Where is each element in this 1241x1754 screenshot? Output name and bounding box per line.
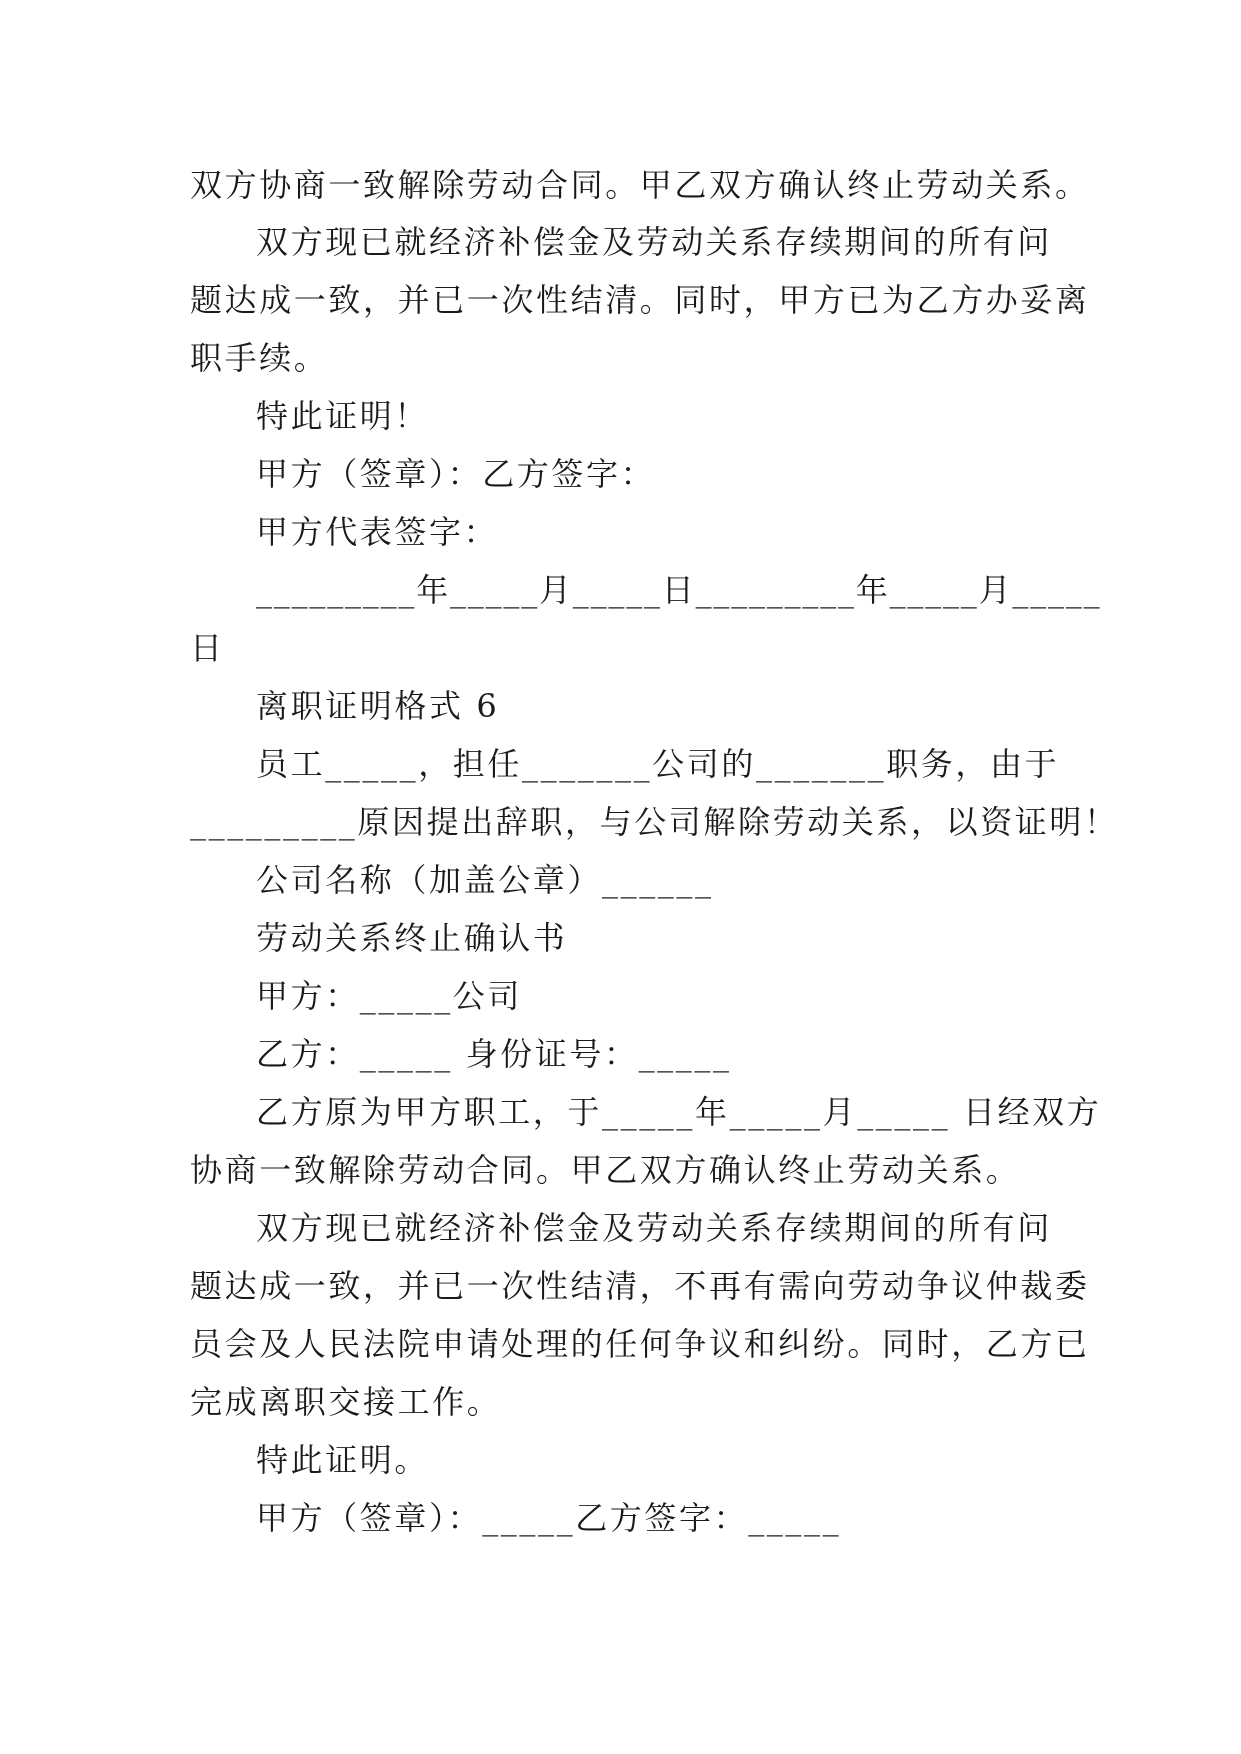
paragraph-line-1: 双方协商一致解除劳动合同。甲乙双方确认终止劳动关系。 <box>190 166 1090 204</box>
signature-line-2: 甲方（签章）：_____乙方签字：_____ <box>256 1499 842 1537</box>
signature-line-1: 甲方（签章）：乙方签字： <box>256 455 656 493</box>
paragraph-line-10: 双方现已就经济补偿金及劳动关系存续期间的所有问 <box>256 1209 1052 1247</box>
representative-signature-line: 甲方代表签字： <box>256 513 499 551</box>
paragraph-line-12: 员会及人民法院申请处理的任何争议和纠纷。同时，乙方已 <box>190 1325 1090 1363</box>
section-heading: 离职证明格式 6 <box>256 687 500 725</box>
company-seal-line: 公司名称（加盖公章）______ <box>256 861 714 899</box>
paragraph-line-9: 协商一致解除劳动合同。甲乙双方确认终止劳动关系。 <box>190 1151 1021 1189</box>
paragraph-line-8: 乙方原为甲方职工，于_____年_____月_____ 日经双方 <box>256 1093 1102 1131</box>
paragraph-line-11: 题达成一致，并已一次性结清，不再有需向劳动争议仲裁委 <box>190 1267 1090 1305</box>
paragraph-line-6: 员工_____，担任_______公司的_______职务，由于 <box>256 745 1060 783</box>
paragraph-line-3: 题达成一致，并已一次性结清。同时，甲方已为乙方办妥离 <box>190 281 1090 319</box>
date-blank-line-end: 日 <box>190 629 225 667</box>
party-b-line: 乙方：_____ 身份证号：_____ <box>256 1035 732 1073</box>
party-a-line: 甲方：_____公司 <box>256 977 523 1015</box>
paragraph-line-2: 双方现已就经济补偿金及劳动关系存续期间的所有问 <box>256 223 1052 261</box>
section-title: 劳动关系终止确认书 <box>256 919 568 957</box>
paragraph-line-4: 职手续。 <box>190 339 329 377</box>
paragraph-line-7: _________原因提出辞职，与公司解除劳动关系，以资证明！ <box>190 803 1119 841</box>
closing-line: 特此证明。 <box>256 1441 430 1479</box>
paragraph-line-5: 特此证明！ <box>256 397 430 435</box>
date-blank-line: _________年_____月_____日_________年_____月_____ <box>256 571 1102 609</box>
paragraph-line-13: 完成离职交接工作。 <box>190 1383 502 1421</box>
